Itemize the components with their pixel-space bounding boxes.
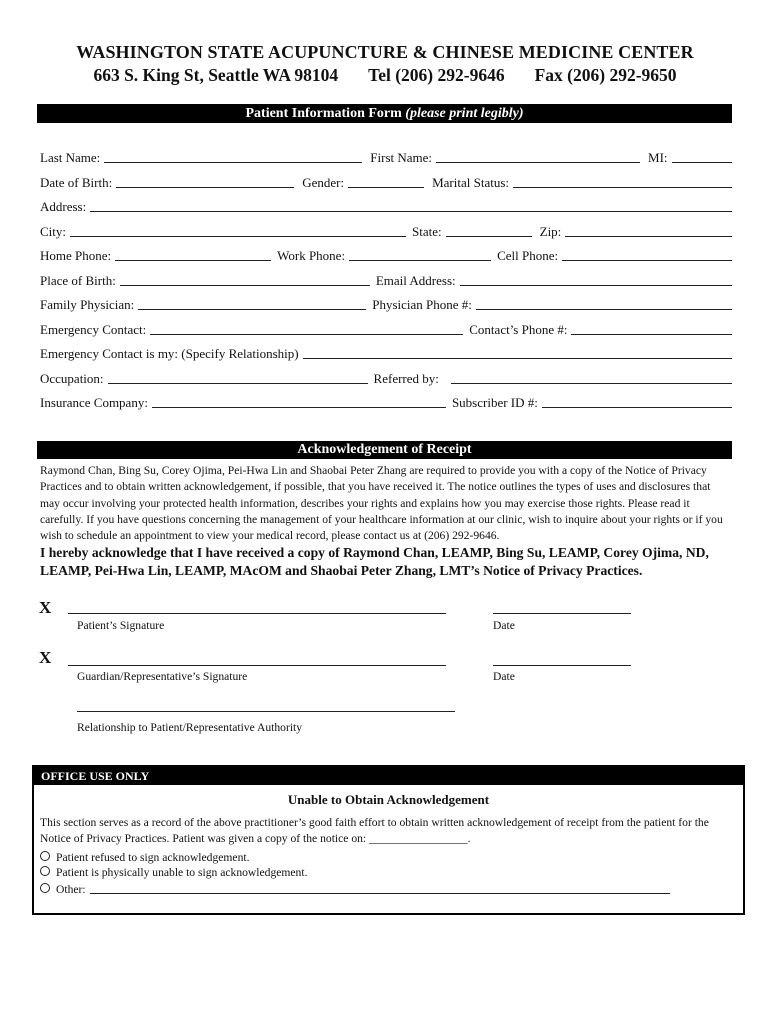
physician-phone-label: Physician Phone #: bbox=[372, 297, 472, 312]
guardian-signature-label: Guardian/Representative’s Signature bbox=[77, 670, 248, 683]
emergency-relationship-label: Emergency Contact is my: (Specify Relationship) bbox=[40, 346, 299, 361]
subscriber-id-label: Subscriber ID #: bbox=[451, 395, 538, 410]
emergency-contact-field[interactable] bbox=[150, 320, 463, 335]
family-physician-field[interactable] bbox=[138, 295, 366, 310]
row-dob bbox=[40, 171, 732, 191]
dob-label: Date of Birth: bbox=[40, 175, 113, 190]
option-unable[interactable]: Patient is physically unable to sign acknowledgement. bbox=[40, 866, 307, 879]
office-use-label: OFFICE USE ONLY bbox=[41, 769, 150, 783]
acknowledgement-heading: Acknowledgement of Receipt bbox=[37, 441, 732, 459]
referred-by-label: Referred by: bbox=[373, 371, 439, 386]
radio-circle-icon[interactable] bbox=[40, 883, 50, 893]
home-phone-label: Home Phone: bbox=[40, 248, 112, 263]
last-name-field[interactable] bbox=[104, 148, 362, 163]
clinic-name: WASHINGTON STATE ACUPUNCTURE & CHINESE MEDICINE CENTER bbox=[76, 42, 694, 62]
work-phone-field[interactable] bbox=[349, 246, 491, 261]
marital-field[interactable] bbox=[513, 173, 732, 188]
office-use-title: Unable to Obtain Acknowledgement bbox=[287, 792, 490, 807]
email-label: Email Address: bbox=[375, 273, 456, 288]
guardian-date-label: Date bbox=[493, 670, 515, 683]
radio-circle-icon[interactable] bbox=[40, 866, 50, 876]
referred-by-field[interactable] bbox=[451, 369, 732, 384]
cell-phone-label: Cell Phone: bbox=[497, 248, 559, 263]
option-other[interactable]: Other: bbox=[40, 881, 670, 896]
clinic-address: 663 S. King St, Seattle WA 98104 bbox=[93, 65, 339, 85]
work-phone-label: Work Phone: bbox=[277, 248, 346, 263]
home-phone-field[interactable] bbox=[115, 246, 271, 261]
patient-signature-field[interactable] bbox=[68, 612, 446, 614]
gender-field[interactable] bbox=[348, 173, 424, 188]
option-refused[interactable]: Patient refused to sign acknowledgement. bbox=[40, 851, 250, 864]
emergency-relationship-field[interactable] bbox=[303, 344, 732, 359]
subscriber-id-field[interactable] bbox=[542, 393, 732, 408]
row-birthplace bbox=[40, 269, 732, 289]
email-field[interactable] bbox=[460, 271, 732, 286]
row-occupation bbox=[40, 367, 732, 387]
acknowledgement-statement: I hereby acknowledge that I have received a copy of Raymond Chan, LEAMP, Bing Su, LEAMP, Corey Ojima, ND, LEAMP, Pei-Hwa Lin, LEAMP, MAcOM and Shaobai Peter Zhang, LMT’s Notice of Privacy Practices. bbox=[40, 545, 709, 578]
state-field[interactable] bbox=[446, 222, 532, 237]
insurance-company-label: Insurance Company: bbox=[40, 395, 148, 410]
clinic-phone: Tel (206) 292-9646 bbox=[368, 65, 505, 85]
signature-x-mark: X bbox=[39, 598, 52, 617]
relationship-field[interactable] bbox=[77, 710, 455, 712]
radio-circle-icon[interactable] bbox=[40, 851, 50, 861]
family-physician-label: Family Physician: bbox=[40, 297, 135, 312]
address-label: Address: bbox=[40, 199, 87, 214]
physician-phone-field[interactable] bbox=[476, 295, 732, 310]
guardian-x-mark: X bbox=[39, 648, 52, 667]
city-field[interactable] bbox=[70, 222, 406, 237]
office-use-bar bbox=[32, 765, 745, 785]
row-address bbox=[40, 195, 732, 215]
relationship-label: Relationship to Patient/Representative Authority bbox=[77, 721, 303, 734]
gender-label: Gender: bbox=[302, 175, 345, 190]
row-insurance bbox=[40, 391, 732, 411]
clinic-contact-line bbox=[0, 65, 770, 86]
patient-info-heading: Patient Information Form (please print legibly) bbox=[37, 104, 732, 123]
clinic-fax: Fax (206) 292-9650 bbox=[534, 65, 677, 85]
row-physician bbox=[40, 293, 732, 313]
row-emergency bbox=[40, 318, 732, 338]
contact-phone-label: Contact’s Phone #: bbox=[469, 322, 568, 337]
birth-place-field[interactable] bbox=[120, 271, 370, 286]
mi-field[interactable] bbox=[672, 148, 732, 163]
row-name bbox=[40, 146, 732, 166]
birth-place-label: Place of Birth: bbox=[40, 273, 116, 288]
zip-label: Zip: bbox=[539, 224, 562, 239]
row-relationship bbox=[40, 342, 732, 362]
first-name-field[interactable] bbox=[436, 148, 640, 163]
address-field[interactable] bbox=[90, 197, 732, 212]
marital-label: Marital Status: bbox=[432, 175, 510, 190]
first-name-label: First Name: bbox=[370, 150, 433, 165]
guardian-date-field[interactable] bbox=[493, 664, 631, 666]
guardian-signature-field[interactable] bbox=[68, 664, 446, 666]
patient-signature-label: Patient’s Signature bbox=[77, 619, 165, 632]
row-city bbox=[40, 220, 732, 240]
mi-label: MI: bbox=[648, 150, 668, 165]
dob-field[interactable] bbox=[116, 173, 294, 188]
acknowledgement-body: Raymond Chan, Bing Su, Corey Ojima, Pei-Hwa Lin and Shaobai Peter Zhang are required to provide you with a copy of the Notice of Privacy Practices and to obtain written acknowledgement, if possible, that you have received it. The notice outlines the types of uses and disclosures that may occur involving your protected health information, describes your rights and explains how you may exercise those rights. Please read it carefully. If you have questions concerning the management of your healthcare information at our clinic, wish to inquire about your rights or if you wish to schedule an appointment to view your medical record, please contact us at (206) 292-9646. bbox=[40, 464, 723, 543]
city-label: City: bbox=[40, 224, 67, 239]
row-phones bbox=[40, 244, 732, 264]
office-use-text: This section serves as a record of the above practitioner’s good faith effort to obtain written acknowledgement of receipt from the patient for the Notice of Privacy Practices. Patient was given a copy of the notice on: _________________. bbox=[40, 816, 709, 845]
patient-info-heading-note: (please print legibly) bbox=[405, 106, 524, 121]
occupation-field[interactable] bbox=[108, 369, 368, 384]
contact-phone-field[interactable] bbox=[571, 320, 732, 335]
patient-date-label: Date bbox=[493, 619, 515, 632]
emergency-contact-label: Emergency Contact: bbox=[40, 322, 147, 337]
state-label: State: bbox=[412, 224, 442, 239]
occupation-label: Occupation: bbox=[40, 371, 104, 386]
last-name-label: Last Name: bbox=[40, 150, 101, 165]
other-reason-field[interactable] bbox=[90, 881, 670, 894]
zip-field[interactable] bbox=[565, 222, 732, 237]
insurance-company-field[interactable] bbox=[152, 393, 446, 408]
patient-date-field[interactable] bbox=[493, 612, 631, 614]
cell-phone-field[interactable] bbox=[562, 246, 732, 261]
